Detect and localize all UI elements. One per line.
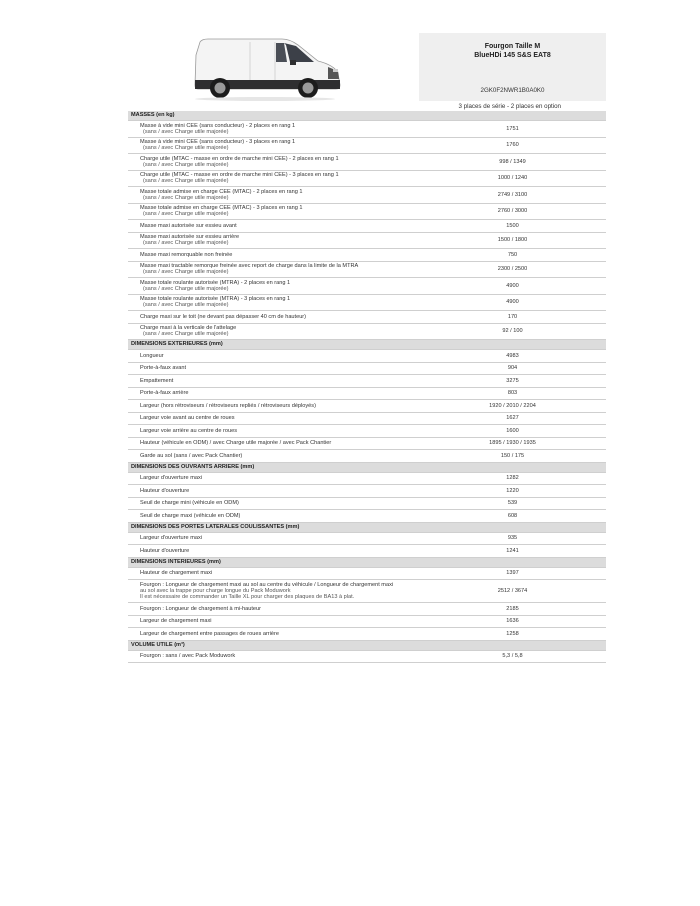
row-label: Fourgon : sans / avec Pack Moduwork bbox=[140, 653, 236, 660]
model-code: 2GK0F2NWR1B0A0K0 bbox=[480, 87, 545, 94]
row-label-cell bbox=[128, 375, 419, 388]
row-value: 1258 bbox=[419, 628, 606, 641]
row-label-cell bbox=[128, 650, 419, 663]
row-label-cell bbox=[128, 121, 419, 138]
row-label: Fourgon : Longueur de chargement à mi-hauteur bbox=[140, 605, 261, 612]
row-label: Largeur voie arrière au centre de roues bbox=[140, 427, 238, 434]
row-value: 803 bbox=[419, 387, 606, 400]
row-label-cell bbox=[128, 311, 419, 324]
table-row bbox=[128, 545, 606, 558]
row-value: 539 bbox=[419, 497, 606, 510]
row-value: 2749 / 3100 bbox=[419, 187, 606, 204]
row-sublabel: (sans / avec Charge utile majorée) bbox=[143, 240, 229, 247]
table-row bbox=[128, 278, 606, 295]
row-value: 2185 bbox=[419, 603, 606, 616]
row-value: 1636 bbox=[419, 615, 606, 628]
table-row bbox=[128, 437, 606, 450]
row-label-cell bbox=[128, 400, 419, 413]
spec-table-body bbox=[128, 111, 606, 663]
van-image bbox=[190, 33, 350, 101]
row-label-cell bbox=[128, 278, 419, 295]
row-sublabel: (sans / avec Charge utile majorée) bbox=[143, 128, 229, 135]
row-label: Masse maxi tractable remorque freinée avec report de charge dans la limite de la MTRA bbox=[140, 263, 359, 270]
row-label: Charge maxi sur le toit (ne devant pas dépasser 40 cm de hauteur) bbox=[140, 313, 307, 320]
row-label-cell bbox=[128, 425, 419, 438]
section-title: VOLUME UTILE (m³) bbox=[128, 640, 606, 650]
row-label-cell bbox=[128, 412, 419, 425]
table-row bbox=[128, 249, 606, 262]
row-sublabel: (sans / avec Charge utile majorée) bbox=[143, 331, 229, 338]
row-label: Largeur de chargement entre passages de roues arrière bbox=[140, 630, 279, 637]
row-value: 92 / 100 bbox=[419, 323, 606, 340]
table-row bbox=[128, 261, 606, 278]
table-row bbox=[128, 323, 606, 340]
table-row bbox=[128, 350, 606, 363]
row-note: Il est nécessaire de commander un Taille XL pour charger des plaques de BA13 à plat. bbox=[140, 594, 355, 601]
row-label: Longueur bbox=[140, 352, 164, 359]
row-sublabel: (sans / avec Charge utile majorée) bbox=[143, 194, 229, 201]
sheet-header bbox=[128, 33, 606, 101]
row-label: Porte-à-faux avant bbox=[140, 365, 187, 372]
row-label-cell bbox=[128, 362, 419, 375]
row-label-cell bbox=[128, 387, 419, 400]
table-row bbox=[128, 375, 606, 388]
row-label: Masse à vide mini CEE (sans conducteur) - 2 places en rang 1 bbox=[140, 122, 296, 129]
model-title-line1: Fourgon Taille M bbox=[484, 43, 541, 50]
table-row bbox=[128, 362, 606, 375]
section-title: DIMENSIONS DES OUVRANTS ARRIERE (mm) bbox=[128, 462, 606, 472]
row-label-cell bbox=[128, 437, 419, 450]
row-label: Seuil de charge mini (véhicule en ODM) bbox=[140, 500, 239, 507]
table-row bbox=[128, 425, 606, 438]
row-label: Fourgon : Longueur de chargement maxi au sol au centre du véhicule / Longueur de chargement maxi bbox=[140, 581, 394, 588]
table-row bbox=[128, 400, 606, 413]
row-sublabel: (sans / avec Charge utile majorée) bbox=[143, 145, 229, 152]
row-label-cell bbox=[128, 187, 419, 204]
table-row bbox=[128, 137, 606, 154]
row-value: 750 bbox=[419, 249, 606, 262]
row-label-cell bbox=[128, 220, 419, 233]
table-row bbox=[128, 203, 606, 220]
row-label-cell bbox=[128, 249, 419, 262]
row-label: Masse à vide mini CEE (sans conducteur) - 3 places en rang 1 bbox=[140, 139, 296, 146]
row-label-cell bbox=[128, 485, 419, 498]
row-label: Porte-à-faux arrière bbox=[140, 390, 189, 397]
row-value: 4983 bbox=[419, 350, 606, 363]
table-row bbox=[128, 532, 606, 545]
row-value: 608 bbox=[419, 510, 606, 523]
row-label-cell bbox=[128, 232, 419, 249]
row-value: 904 bbox=[419, 362, 606, 375]
table-row bbox=[128, 187, 606, 204]
row-value: 1500 / 1800 bbox=[419, 232, 606, 249]
section-header-row bbox=[128, 640, 606, 650]
table-row bbox=[128, 650, 606, 663]
row-label: Empattement bbox=[140, 377, 174, 384]
row-label: Largeur voie avant au centre de roues bbox=[140, 415, 235, 422]
row-sublabel: au sol avec la trappe pour charge longue du Pack Moduwork bbox=[140, 587, 291, 594]
row-label: Largeur d'ouverture maxi bbox=[140, 475, 203, 482]
row-label: Masse totale roulante autorisée (MTRA) - 2 places en rang 1 bbox=[140, 279, 291, 286]
row-value: 1500 bbox=[419, 220, 606, 233]
model-header bbox=[419, 33, 606, 101]
row-label-cell bbox=[128, 532, 419, 545]
row-label: Masse maxi autorisée sur essieu arrière bbox=[140, 234, 240, 241]
section-header-row bbox=[128, 557, 606, 567]
row-label-cell bbox=[128, 603, 419, 616]
spec-sheet bbox=[128, 33, 606, 663]
row-label: Masse maxi remorquable non freinée bbox=[140, 251, 233, 258]
table-row bbox=[128, 615, 606, 628]
row-value: 4900 bbox=[419, 278, 606, 295]
row-label-cell bbox=[128, 615, 419, 628]
model-title-line2: BlueHDi 145 S&S EAT8 bbox=[474, 52, 551, 59]
row-value: 5,3 / 5,8 bbox=[419, 650, 606, 663]
row-value: 2300 / 2500 bbox=[419, 261, 606, 278]
row-label-cell bbox=[128, 154, 419, 171]
table-row bbox=[128, 603, 606, 616]
row-label: Hauteur d'ouverture bbox=[140, 487, 190, 494]
row-label: Masse maxi autorisée sur essieu avant bbox=[140, 222, 237, 229]
row-label-cell bbox=[128, 294, 419, 311]
table-row bbox=[128, 121, 606, 138]
vehicle-image-area bbox=[128, 33, 419, 101]
spec-table bbox=[128, 111, 606, 663]
section-title: DIMENSIONS INTERIEURES (mm) bbox=[128, 557, 606, 567]
row-label-cell bbox=[128, 137, 419, 154]
row-value: 1600 bbox=[419, 425, 606, 438]
table-row bbox=[128, 387, 606, 400]
row-label: Charge utile (MTAC - masse en ordre de marche mini CEE) - 2 places en rang 1 bbox=[140, 155, 339, 162]
row-label-cell bbox=[128, 580, 419, 603]
row-label: Largeur (hors rétroviseurs / rétroviseurs repliés / rétroviseurs déployés) bbox=[140, 402, 316, 409]
row-value: 150 / 175 bbox=[419, 450, 606, 463]
section-header-row bbox=[128, 111, 606, 121]
table-row bbox=[128, 580, 606, 603]
section-header-row bbox=[128, 522, 606, 532]
row-label: Hauteur (véhicule en ODM) / avec Charge utile majorée / avec Pack Chantier bbox=[140, 440, 332, 447]
row-value: 1760 bbox=[419, 137, 606, 154]
row-label: Garde au sol (sans / avec Pack Chantier) bbox=[140, 452, 243, 459]
row-label: Masse totale roulante autorisée (MTRA) - 3 places en rang 1 bbox=[140, 296, 291, 303]
row-label-cell bbox=[128, 472, 419, 485]
row-label-cell bbox=[128, 261, 419, 278]
table-row bbox=[128, 170, 606, 187]
row-label: Largeur d'ouverture maxi bbox=[140, 535, 203, 542]
row-sublabel: (sans / avec Charge utile majorée) bbox=[143, 302, 229, 309]
section-title: DIMENSIONS DES PORTES LATERALES COULISSANTES (mm) bbox=[128, 522, 606, 532]
row-label: Largeur de chargement maxi bbox=[140, 618, 212, 625]
row-label: Hauteur de chargement maxi bbox=[140, 570, 213, 577]
row-label: Hauteur d'ouverture bbox=[140, 547, 190, 554]
table-row bbox=[128, 485, 606, 498]
row-value: 998 / 1349 bbox=[419, 154, 606, 171]
table-row bbox=[128, 412, 606, 425]
row-label-cell bbox=[128, 545, 419, 558]
table-row bbox=[128, 472, 606, 485]
row-value: 2760 / 3000 bbox=[419, 203, 606, 220]
row-label: Masse totale admise en charge CEE (MTAC) - 2 places en rang 1 bbox=[140, 188, 303, 195]
row-label: Seuil de charge maxi (véhicule en ODM) bbox=[140, 512, 241, 519]
row-label-cell bbox=[128, 323, 419, 340]
row-value: 1751 bbox=[419, 121, 606, 138]
table-row bbox=[128, 220, 606, 233]
row-label-cell bbox=[128, 628, 419, 641]
seats-note: 3 places de série - 2 places en option bbox=[458, 103, 561, 110]
section-title: DIMENSIONS EXTERIEURES (mm) bbox=[128, 340, 606, 350]
table-row bbox=[128, 154, 606, 171]
section-header-row bbox=[128, 340, 606, 350]
row-sublabel: (sans / avec Charge utile majorée) bbox=[143, 285, 229, 292]
row-value: 1397 bbox=[419, 567, 606, 580]
row-value: 2512 / 3674 bbox=[419, 580, 606, 603]
row-value: 1241 bbox=[419, 545, 606, 558]
row-label-cell bbox=[128, 350, 419, 363]
row-value: 3275 bbox=[419, 375, 606, 388]
row-label-cell bbox=[128, 497, 419, 510]
model-title bbox=[419, 33, 606, 60]
row-label-cell bbox=[128, 203, 419, 220]
row-value: 4900 bbox=[419, 294, 606, 311]
row-label: Charge maxi à la verticale de l'attelage bbox=[140, 325, 237, 332]
table-row bbox=[128, 232, 606, 249]
table-row bbox=[128, 450, 606, 463]
table-row bbox=[128, 628, 606, 641]
row-sublabel: (sans / avec Charge utile majorée) bbox=[143, 211, 229, 218]
row-value: 170 bbox=[419, 311, 606, 324]
row-sublabel: (sans / avec Charge utile majorée) bbox=[143, 161, 229, 168]
row-value: 1000 / 1240 bbox=[419, 170, 606, 187]
table-row bbox=[128, 311, 606, 324]
row-label: Masse totale admise en charge CEE (MTAC) - 3 places en rang 1 bbox=[140, 205, 303, 212]
row-value: 1627 bbox=[419, 412, 606, 425]
row-sublabel: (sans / avec Charge utile majorée) bbox=[143, 269, 229, 276]
section-header-row bbox=[128, 462, 606, 472]
table-row bbox=[128, 567, 606, 580]
row-label-cell bbox=[128, 510, 419, 523]
row-sublabel: (sans / avec Charge utile majorée) bbox=[143, 178, 229, 185]
row-value: 1220 bbox=[419, 485, 606, 498]
row-value: 1895 / 1930 / 1935 bbox=[419, 437, 606, 450]
row-value: 1920 / 2010 / 2204 bbox=[419, 400, 606, 413]
row-label-cell bbox=[128, 170, 419, 187]
row-label-cell bbox=[128, 567, 419, 580]
section-title: MASSES (en kg) bbox=[128, 111, 606, 121]
row-label: Charge utile (MTAC - masse en ordre de marche mini CEE) - 3 places en rang 1 bbox=[140, 172, 339, 179]
row-value: 935 bbox=[419, 532, 606, 545]
table-row bbox=[128, 497, 606, 510]
table-row bbox=[128, 294, 606, 311]
row-value: 1282 bbox=[419, 472, 606, 485]
table-row bbox=[128, 510, 606, 523]
row-label-cell bbox=[128, 450, 419, 463]
